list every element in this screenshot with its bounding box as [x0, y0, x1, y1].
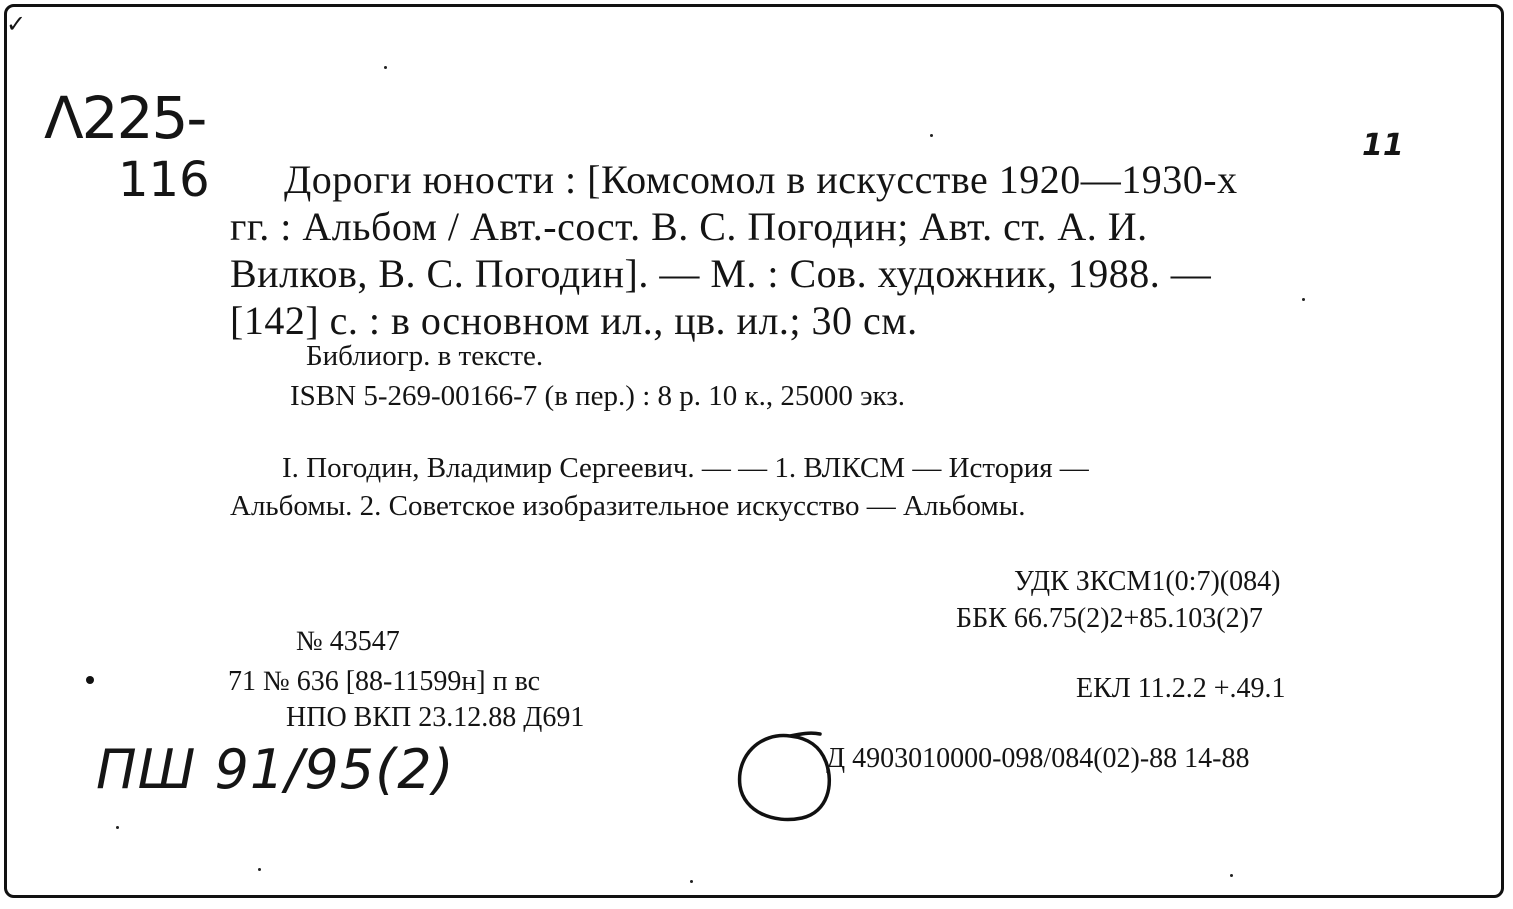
entry-line-3: Вилков, В. С. Погодин]. — М. : Сов. художник, 1988. —	[230, 251, 1212, 296]
index-code: Д 4903010000-098/084(02)-88 14-88	[826, 743, 1250, 774]
entry-line-4: [142] с. : в основном ил., цв. ил.; 30 см.	[230, 298, 918, 343]
bibliography-note: Библиогр. в тексте.	[306, 340, 544, 372]
isbn-note: ISBN 5-269-00166-7 (в пер.) : 8 р. 10 к., 25000 экз.	[290, 380, 905, 412]
udk-code: УДК ЗКСМ1(0:7)(084)	[1014, 566, 1281, 597]
bullet-mark	[86, 676, 94, 684]
scan-speck	[930, 134, 933, 137]
entry-line-2: гг. : Альбом / Авт.-сост. В. С. Погодин; Авт. ст. А. И.	[230, 204, 1148, 249]
scan-speck	[690, 880, 693, 883]
scan-speck	[384, 66, 387, 69]
handwritten-inventory-number: ПШ 91/95(2)	[96, 738, 455, 801]
ekl-code: ЕКЛ 11.2.2 +.49.1	[1076, 673, 1286, 704]
scan-speck	[1302, 298, 1305, 301]
production-line-3: НПО ВКП 23.12.88 Д691	[286, 702, 585, 733]
order-number: № 43547	[296, 626, 400, 657]
tracing-line-2: Альбомы. 2. Советское изобразительное искусство — Альбомы.	[230, 490, 1026, 522]
handwritten-shelfmark-top: Λ225-	[44, 84, 206, 152]
handwritten-shelfmark-bottom: 116	[118, 152, 210, 208]
corner-check-mark: ✓	[6, 10, 27, 38]
handwritten-right-mark: 11	[1362, 128, 1404, 163]
bbk-code: ББК 66.75(2)2+85.103(2)7	[956, 603, 1263, 634]
production-line-2: 71 № 636 [88-11599н] п вс	[228, 666, 541, 697]
scan-speck	[116, 826, 119, 829]
entry-line-1: Дороги юности : [Комсомол в искусстве 1920—1930-х	[284, 157, 1238, 202]
tracing-line-1: I. Погодин, Владимир Сергеевич. — — 1. ВЛКСМ — История —	[282, 452, 1089, 484]
scan-speck	[1230, 874, 1233, 877]
scan-speck	[258, 868, 261, 871]
